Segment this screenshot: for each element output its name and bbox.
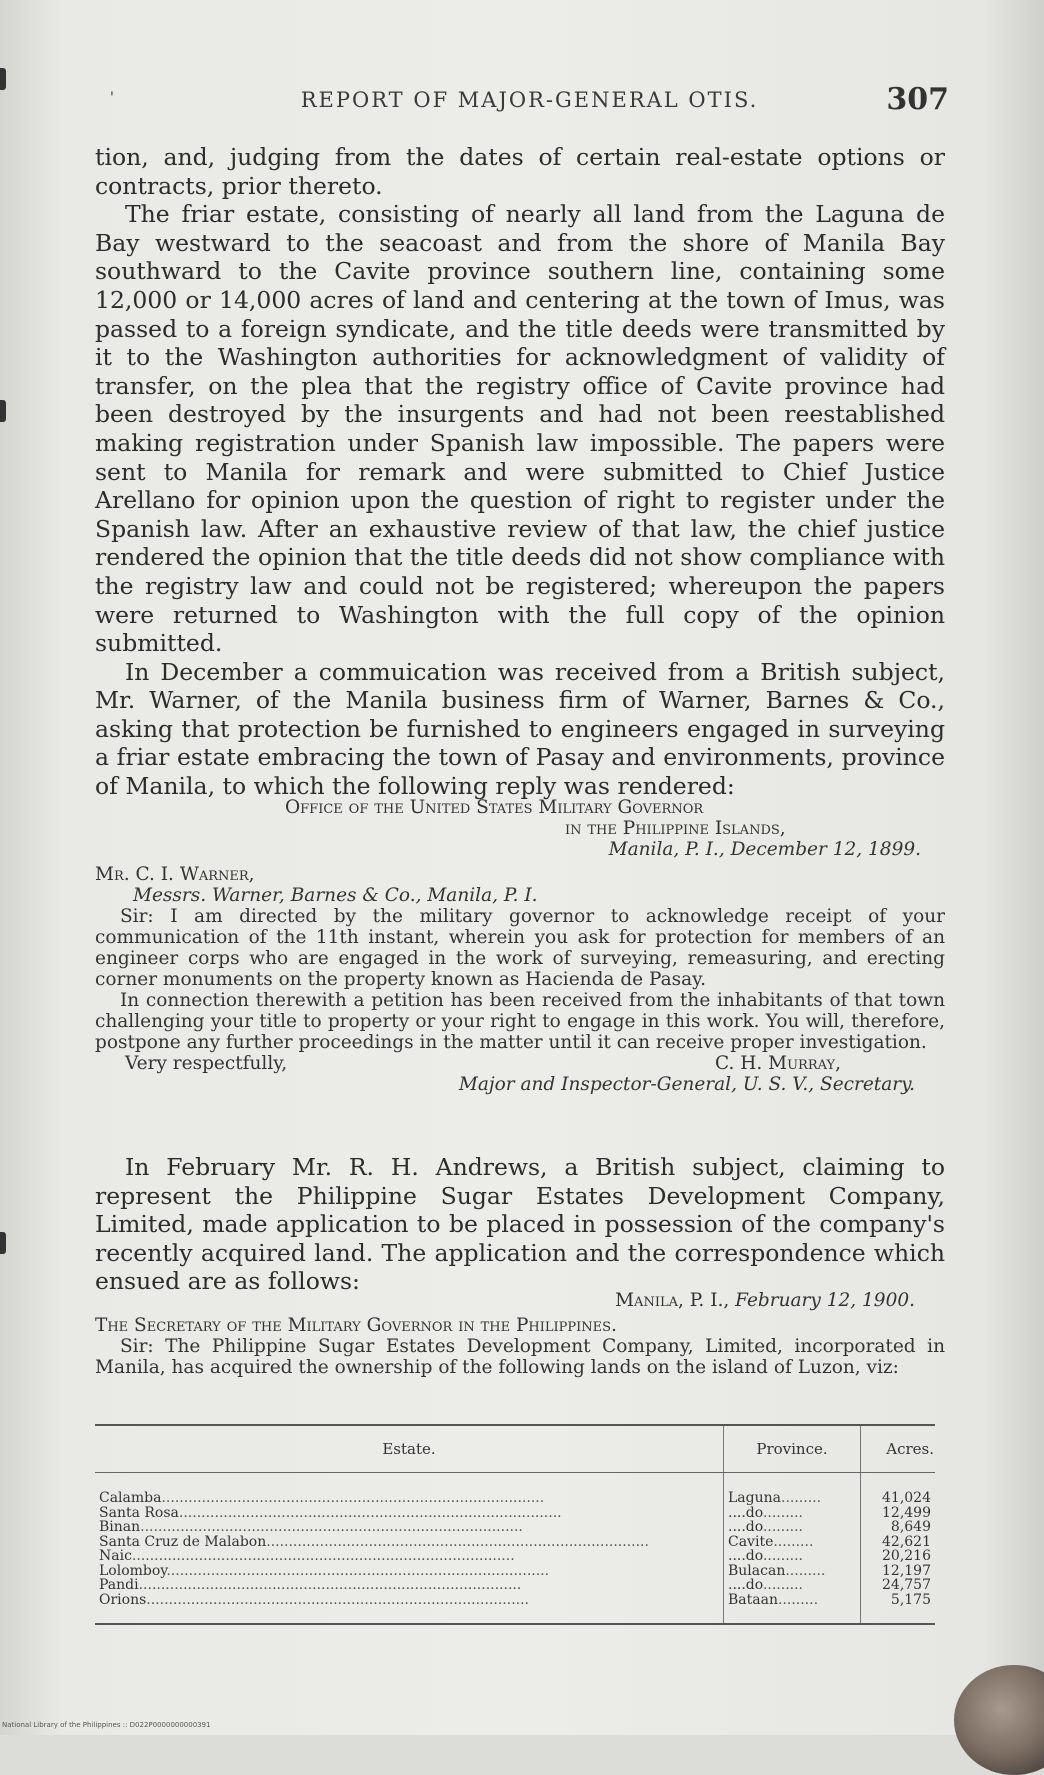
cell-acres: 42,621 xyxy=(861,1535,936,1550)
scan-footer-note: National Library of the Philippines :: D022P0000000000391 xyxy=(2,1721,211,1729)
letter2-dateline xyxy=(95,1290,945,1311)
table-row: Orions...................................................................................... Bataan......... 5,175 xyxy=(95,1593,935,1625)
table-bottom-rule xyxy=(95,1624,935,1627)
letter2-paragraph: Sir: The Philippine Sugar Estates Development Company, Limited, incorporated in Manila, has acquired the ownership of the following lands on the island of Luzon, viz: xyxy=(95,1336,945,1378)
paragraph: The friar estate, consisting of nearly all land from the Laguna de Bay westward to the seacoast and from the shore of Manila Bay southward to the Cavite province southern line, containing some 12,000 or 14,000 acres of land and centering at the town of Imus, was passed to a foreign syndicate, and the title deeds were transmitted by it to the Washington authorities for acknowledgment of validity of transfer, on the plea that the registry office of Cavite province had been destroyed by the insurgents and had not been reestablished making registration under Spanish law impossible. The papers were sent to Manila for remark and were submitted to Chief Justice Arellano for opinion upon the question of right to register under the Spanish law. After an exhaustive review of that law, the chief justice rendered the opinion that the title deeds did not show compliance with the registry law and could not be registered; whereupon the papers were returned to Washington with the full copy of the opinion submitted. xyxy=(95,200,945,658)
estates-table xyxy=(95,1424,935,1627)
table-row: Lolomboy...................................................................................... Bulacan......... 12,197 xyxy=(95,1564,935,1579)
cell-acres: 5,175 xyxy=(861,1593,936,1625)
running-header xyxy=(110,82,949,122)
letter2-addressee: The Secretary of the Military Governor in the Philippines. xyxy=(95,1315,617,1336)
letter-addressee: Mr. C. I. Warner, xyxy=(95,864,255,885)
table-row: Naic...................................................................................... ....do......... 20,216 xyxy=(95,1549,935,1564)
table-row: Santa Rosa...................................................................................... ....do......... 12,499 xyxy=(95,1506,935,1521)
cell-estate: Binan xyxy=(99,1520,141,1535)
page-edge-mark xyxy=(0,68,6,90)
letter-paragraph: Sir: I am directed by the military governor to acknowledge receipt of your communication of the 11th instant, wherein you ask for protection for members of an engineer corps who are engaged in the work of surveying, remeasuring, and erecting corner monuments on the property known as Hacienda de Pasay. xyxy=(95,906,945,990)
body-text-lower xyxy=(95,1153,945,1296)
letter-andrews xyxy=(95,1290,945,1378)
cell-estate: Orions xyxy=(99,1592,147,1608)
paragraph: In December a commuication was received from a British subject, Mr. Warner, of the Manila business firm of Warner, Barnes & Co., asking that protection be furnished to engineers engaged in surveying a friar estate embracing the town of Pasay and environments, province of Manila, to which the following reply was rendered: xyxy=(95,657,945,801)
letter-addressee-firm: Messrs. Warner, Barnes & Co., Manila, P. I. xyxy=(133,885,538,906)
letter-office-line1: Office of the United States Military Governor xyxy=(285,797,704,818)
page-edge-mark xyxy=(0,400,6,422)
column-header-estate: Estate. xyxy=(95,1425,724,1473)
cell-estate: Santa Rosa xyxy=(99,1505,179,1520)
table-row: Santa Cruz de Malabon...................................................................................... Cavite......... 42,621 xyxy=(95,1535,935,1550)
letter2-dateline-date: February 12, 1900. xyxy=(735,1290,915,1311)
header-title: REPORT OF MAJOR-GENERAL OTIS. xyxy=(300,88,759,112)
cell-province: ....do xyxy=(728,1549,763,1564)
table-header-row xyxy=(95,1425,935,1473)
cell-acres: 24,757 xyxy=(861,1578,936,1593)
paragraph: In February Mr. R. H. Andrews, a British subject, claiming to represent the Philippine Sugar Estates Development Company, Limited, made application to be placed in possession of the company's recently acquired land. The application and the correspondence which ensued are as follows: xyxy=(95,1153,945,1296)
cell-acres: 20,216 xyxy=(861,1549,936,1564)
table-row: Binan...................................................................................... ....do......... 8,649 xyxy=(95,1520,935,1535)
letter2-dateline-place: Manila, P. I., xyxy=(615,1290,730,1311)
scanner-thumb-shadow xyxy=(954,1665,1044,1775)
cell-province: Laguna xyxy=(728,1490,781,1506)
cell-acres: 41,024 xyxy=(861,1473,936,1506)
cell-province: Cavite xyxy=(728,1534,774,1549)
body-text-upper xyxy=(95,143,945,801)
cell-estate: Santa Cruz de Malabon xyxy=(99,1534,267,1549)
letter-closing: Very respectfully, xyxy=(125,1053,288,1074)
cell-estate: Naic xyxy=(99,1549,132,1564)
column-header-province: Province. xyxy=(724,1425,861,1473)
cell-acres: 12,499 xyxy=(861,1506,936,1521)
table-row: Calamba...................................................................................... Laguna......... 41,024 xyxy=(95,1473,935,1506)
cell-province: ....do xyxy=(728,1505,763,1520)
letter-dateline: Manila, P. I., December 12, 1899. xyxy=(608,839,921,860)
letter-signer: C. H. Murray, xyxy=(715,1053,841,1074)
table-row: Pandi...................................................................................... ....do......... 24,757 xyxy=(95,1578,935,1593)
column-header-acres: Acres. xyxy=(861,1425,936,1473)
cell-province: Bulacan xyxy=(728,1563,786,1578)
header-mark: ' xyxy=(110,90,114,106)
letter-paragraph: In connection therewith a petition has been received from the inhabitants of that town challenging your title to property or your right to engage in this work. You will, therefore, postpone any further proceedings in the matter until it can receive proper investigation. xyxy=(95,990,945,1053)
letter-warner xyxy=(95,797,945,1095)
paragraph: tion, and, judging from the dates of certain real-estate options or contracts, prior thereto. xyxy=(95,143,945,200)
cell-estate: Calamba xyxy=(99,1490,162,1506)
cell-acres: 12,197 xyxy=(861,1564,936,1579)
cell-estate: Lolomboy xyxy=(99,1563,167,1578)
letter-signer-title: Major and Inspector-General, U. S. V., Secretary. xyxy=(458,1074,915,1095)
cell-estate: Pandi xyxy=(99,1578,139,1593)
cell-province: ....do xyxy=(728,1578,763,1593)
page-number: 307 xyxy=(886,82,949,117)
cell-acres: 8,649 xyxy=(861,1520,936,1535)
letter-office-line2: in the Philippine Islands, xyxy=(565,818,786,839)
page-edge-mark xyxy=(0,1232,6,1254)
cell-province: ....do xyxy=(728,1520,763,1535)
cell-province: Bataan xyxy=(728,1592,778,1608)
